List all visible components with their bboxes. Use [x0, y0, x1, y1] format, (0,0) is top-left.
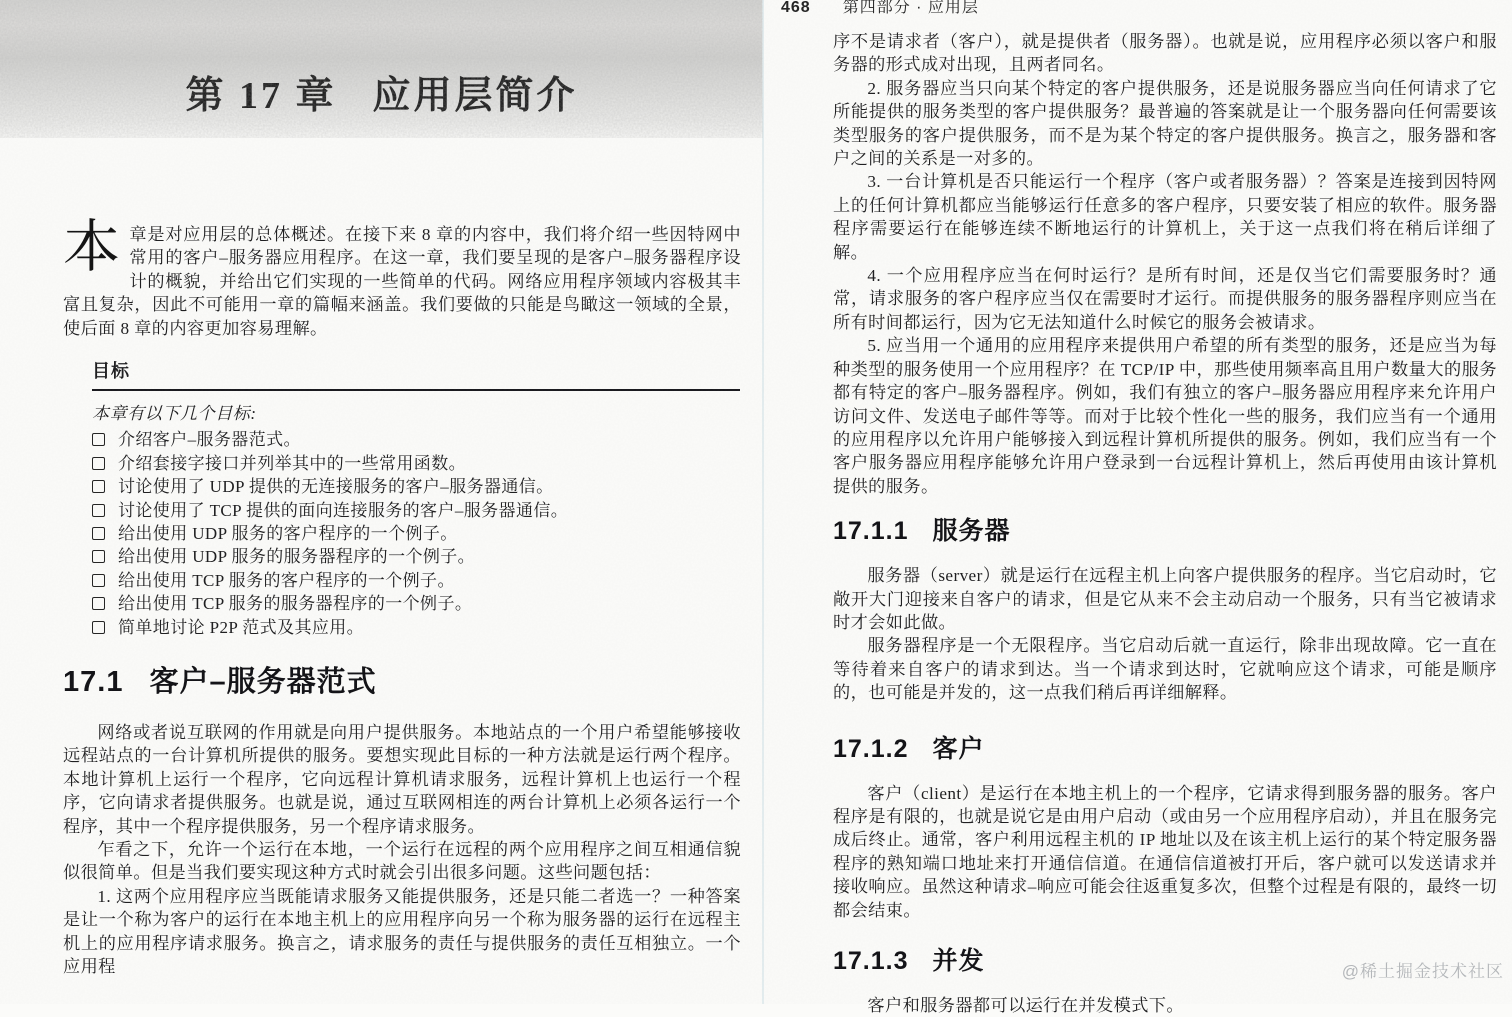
checkbox-icon — [92, 597, 105, 610]
goal-text: 给出使用 UDP 服务的客户程序的一个例子。 — [118, 524, 458, 544]
chapter-title-band — [0, 0, 763, 138]
checkbox-icon — [92, 457, 105, 470]
right-page — [763, 0, 1512, 1015]
intro-paragraph — [63, 216, 741, 340]
section-17-1 — [63, 659, 741, 978]
paragraph: 服务器（server）就是运行在远程主机上向客户提供服务的程序。当它启动时，它敞开大门迎接来自客户的请求，但是它从来不会主动启动一个服务，只有当它被请求时才会如此做。 — [833, 566, 1497, 632]
intro-text: 章是对应用层的总体概述。在接下来 8 章的内容中，我们将介绍一些因特网中常用的客户–服务器应用程序。在这一章，我们要呈现的是客户–服务器程序设计的概貌，并给出它们实现的一些简单的代码。网络应用程序领域内容极其丰富且复杂，因此不可能用一章的篇幅来涵盖。我们要做的只能是鸟瞰这一领域的全景，使后面 8 章的内容更加容易理解。 — [63, 225, 741, 338]
paragraph: 客户和服务器都可以运行在并发模式下。 — [867, 996, 1184, 1015]
subsection-heading-17-1-1 — [833, 511, 1497, 547]
section-number: 17.1 — [63, 666, 124, 698]
goal-text: 讨论使用了 UDP 提供的无连接服务的客户–服务器通信。 — [118, 477, 554, 497]
goal-item — [92, 592, 740, 615]
goal-text: 给出使用 TCP 服务的客户程序的一个例子。 — [118, 570, 455, 590]
checkbox-icon — [92, 550, 105, 563]
paragraph: 5. 应当用一个通用的应用程序来提供用户希望的所有类型的服务，还是应当为每种类型的服务使用一个应用程序？在 TCP/IP 中，那些使用频率高且用户数量大的服务都有特定的客户–服务器程序。例如，我们有独立的客户–服务器应用程序来允许用户访问文件、发送电子邮件等等。而对于比较个性化一些的服务，我们应当有一个通用的应用程序以允许用户能够接入到远程计算机所提供的服务。例如，我们应当有一个客户服务器应用程序能够允许用户登录到一台远程计算机上，然后再使用由该计算机提供的服务。 — [833, 336, 1497, 496]
right-page-content — [833, 0, 1497, 1017]
goals-lead: 本章有以下几个目标: — [92, 404, 257, 423]
goal-text: 给出使用 UDP 服务的服务器程序的一个例子。 — [118, 547, 476, 567]
paragraph: 4. 一个应用程序应当在何时运行？是所有时间，还是仅当它们需要服务时？通常，请求服务的客户程序应当仅在需要时才运行。而提供服务的服务器程序则应当在所有时间都运行，因为它无法知道什么时候它的服务会被请求。 — [833, 266, 1497, 332]
goal-item — [92, 428, 740, 451]
paragraph: 客户（client）是运行在本地主机上的一个程序，它请求得到服务器的服务。客户程序是有限的，也就是说它是由用户启动（或由另一个应用程序启动），并且在服务完成后终止。通常，客户利用远程主机的 IP 地址以及在该主机上运行的某个特定服务器程序的熟知端口地址来打开通信信道。在通信信道被打开后，客户就可以发送请求并接收响应。虽然这种请求–响应可能会往返重复多次，但整个过程是有限的，最终一切都会结束。 — [833, 783, 1498, 920]
section-title: 客户–服务器范式 — [149, 666, 377, 698]
subsection-title: 客户 — [932, 734, 985, 763]
goal-item — [92, 522, 740, 545]
chapter-name: 应用层简介 — [372, 75, 578, 117]
goal-text: 介绍套接字接口并列举其中的一些常用函数。 — [118, 453, 466, 473]
goal-item — [92, 452, 740, 475]
subsection-title: 服务器 — [932, 517, 1011, 546]
goal-item — [92, 475, 740, 498]
paragraph: 乍看之下，允许一个运行在本地，一个运行在远程的两个应用程序之间互相通信貌似很简单。但是当我们要实现这种方式时就会引出很多问题。这些问题包括： — [63, 840, 741, 883]
goals-list — [92, 428, 740, 639]
checkbox-icon — [92, 574, 105, 587]
subsection-number: 17.1.3 — [833, 947, 909, 975]
left-page — [0, 0, 763, 1004]
goal-text: 讨论使用了 TCP 提供的面向连接服务的客户–服务器通信。 — [118, 500, 569, 520]
goal-text: 给出使用 TCP 服务的服务器程序的一个例子。 — [118, 594, 473, 614]
goal-item — [92, 545, 740, 568]
subsection-number: 17.1.1 — [833, 517, 909, 546]
page-gutter — [762, 0, 764, 1004]
subsection-heading-17-1-2 — [833, 729, 1497, 765]
subsection-title: 并发 — [932, 947, 985, 975]
goals-divider — [92, 389, 740, 391]
dropcap: 本 — [63, 216, 121, 279]
chapter-title — [0, 0, 763, 119]
paragraph: 服务器程序是一个无限程序。当它启动后就一直运行，除非出现故障。它一直在等待着来自客户的请求到达。当一个请求到达时，它就响应这个请求，可能是顺序的，也可能是并发的，这一点我们稍后再详细解释。 — [833, 636, 1497, 703]
section-heading-17-1 — [63, 659, 741, 700]
paragraph: 序不是请求者（客户），就是提供者（服务器）。也就是说，应用程序必须以客户和服务器的形式成对出现，且两者同名。 — [833, 32, 1497, 75]
paragraph: 1. 这两个应用程序应当既能请求服务又能提供服务，还是只能二者选一？一种答案是让一个称为客户的运行在本地主机上的应用程序向另一个称为服务器的运行在远程主机上的应用程序请求服务。换言之，请求服务的责任与提供服务的责任互相独立。一个应用程 — [63, 886, 741, 977]
goal-item — [92, 569, 740, 592]
paragraph: 2. 服务器应当只向某个特定的客户提供服务，还是说服务器应当向任何请求了它所能提供的服务类型的客户提供服务？最普遍的答案就是让一个服务器向任何需要该类型服务的客户提供服务，而不是为某个特定的客户提供服务。换言之，服务器和客户之间的关系是一对多的。 — [833, 78, 1497, 169]
goal-item — [92, 616, 740, 639]
checkbox-icon — [92, 480, 105, 493]
running-title: 第四部分 · 应用层 — [842, 0, 979, 16]
checkbox-icon — [92, 433, 105, 446]
chapter-number: 第 17 章 — [185, 75, 337, 117]
goal-text: 介绍客户–服务器范式。 — [118, 430, 301, 450]
paragraph: 网络或者说互联网的作用就是向用户提供服务。本地站点的一个用户希望能够接收远程站点的一台计算机所提供的服务。要想实现此目标的一种方法就是运行两个程序。本地计算机上运行一个程序，它向远程计算机请求服务，远程计算机上也运行一个程序，它向请求者提供服务。也就是说，通过互联网相连的两台计算机上必须各运行一个程序，其中一个程序提供服务，另一个程序请求服务。 — [63, 723, 741, 836]
goals-heading: 目标 — [92, 361, 130, 381]
watermark: @稀土掘金技术社区 — [1341, 962, 1504, 981]
checkbox-icon — [92, 504, 105, 517]
goals-box — [92, 357, 740, 639]
goal-item — [92, 499, 740, 522]
running-head — [781, 0, 979, 17]
paragraph: 3. 一台计算机是否只能运行一个程序（客户或者服务器）？答案是连接到因特网上的任何计算机都应当能够运行任意多的客户程序，只要安装了相应的软件。服务器程序需要运行在能够连续不断地运行的计算机上，关于这一点我们将在稍后详细了解。 — [833, 172, 1497, 262]
goal-text: 简单地讨论 P2P 范式及其应用。 — [118, 617, 365, 637]
checkbox-icon — [92, 621, 105, 634]
subsection-number: 17.1.2 — [833, 734, 909, 763]
checkbox-icon — [92, 527, 105, 540]
page-number: 468 — [781, 0, 811, 16]
